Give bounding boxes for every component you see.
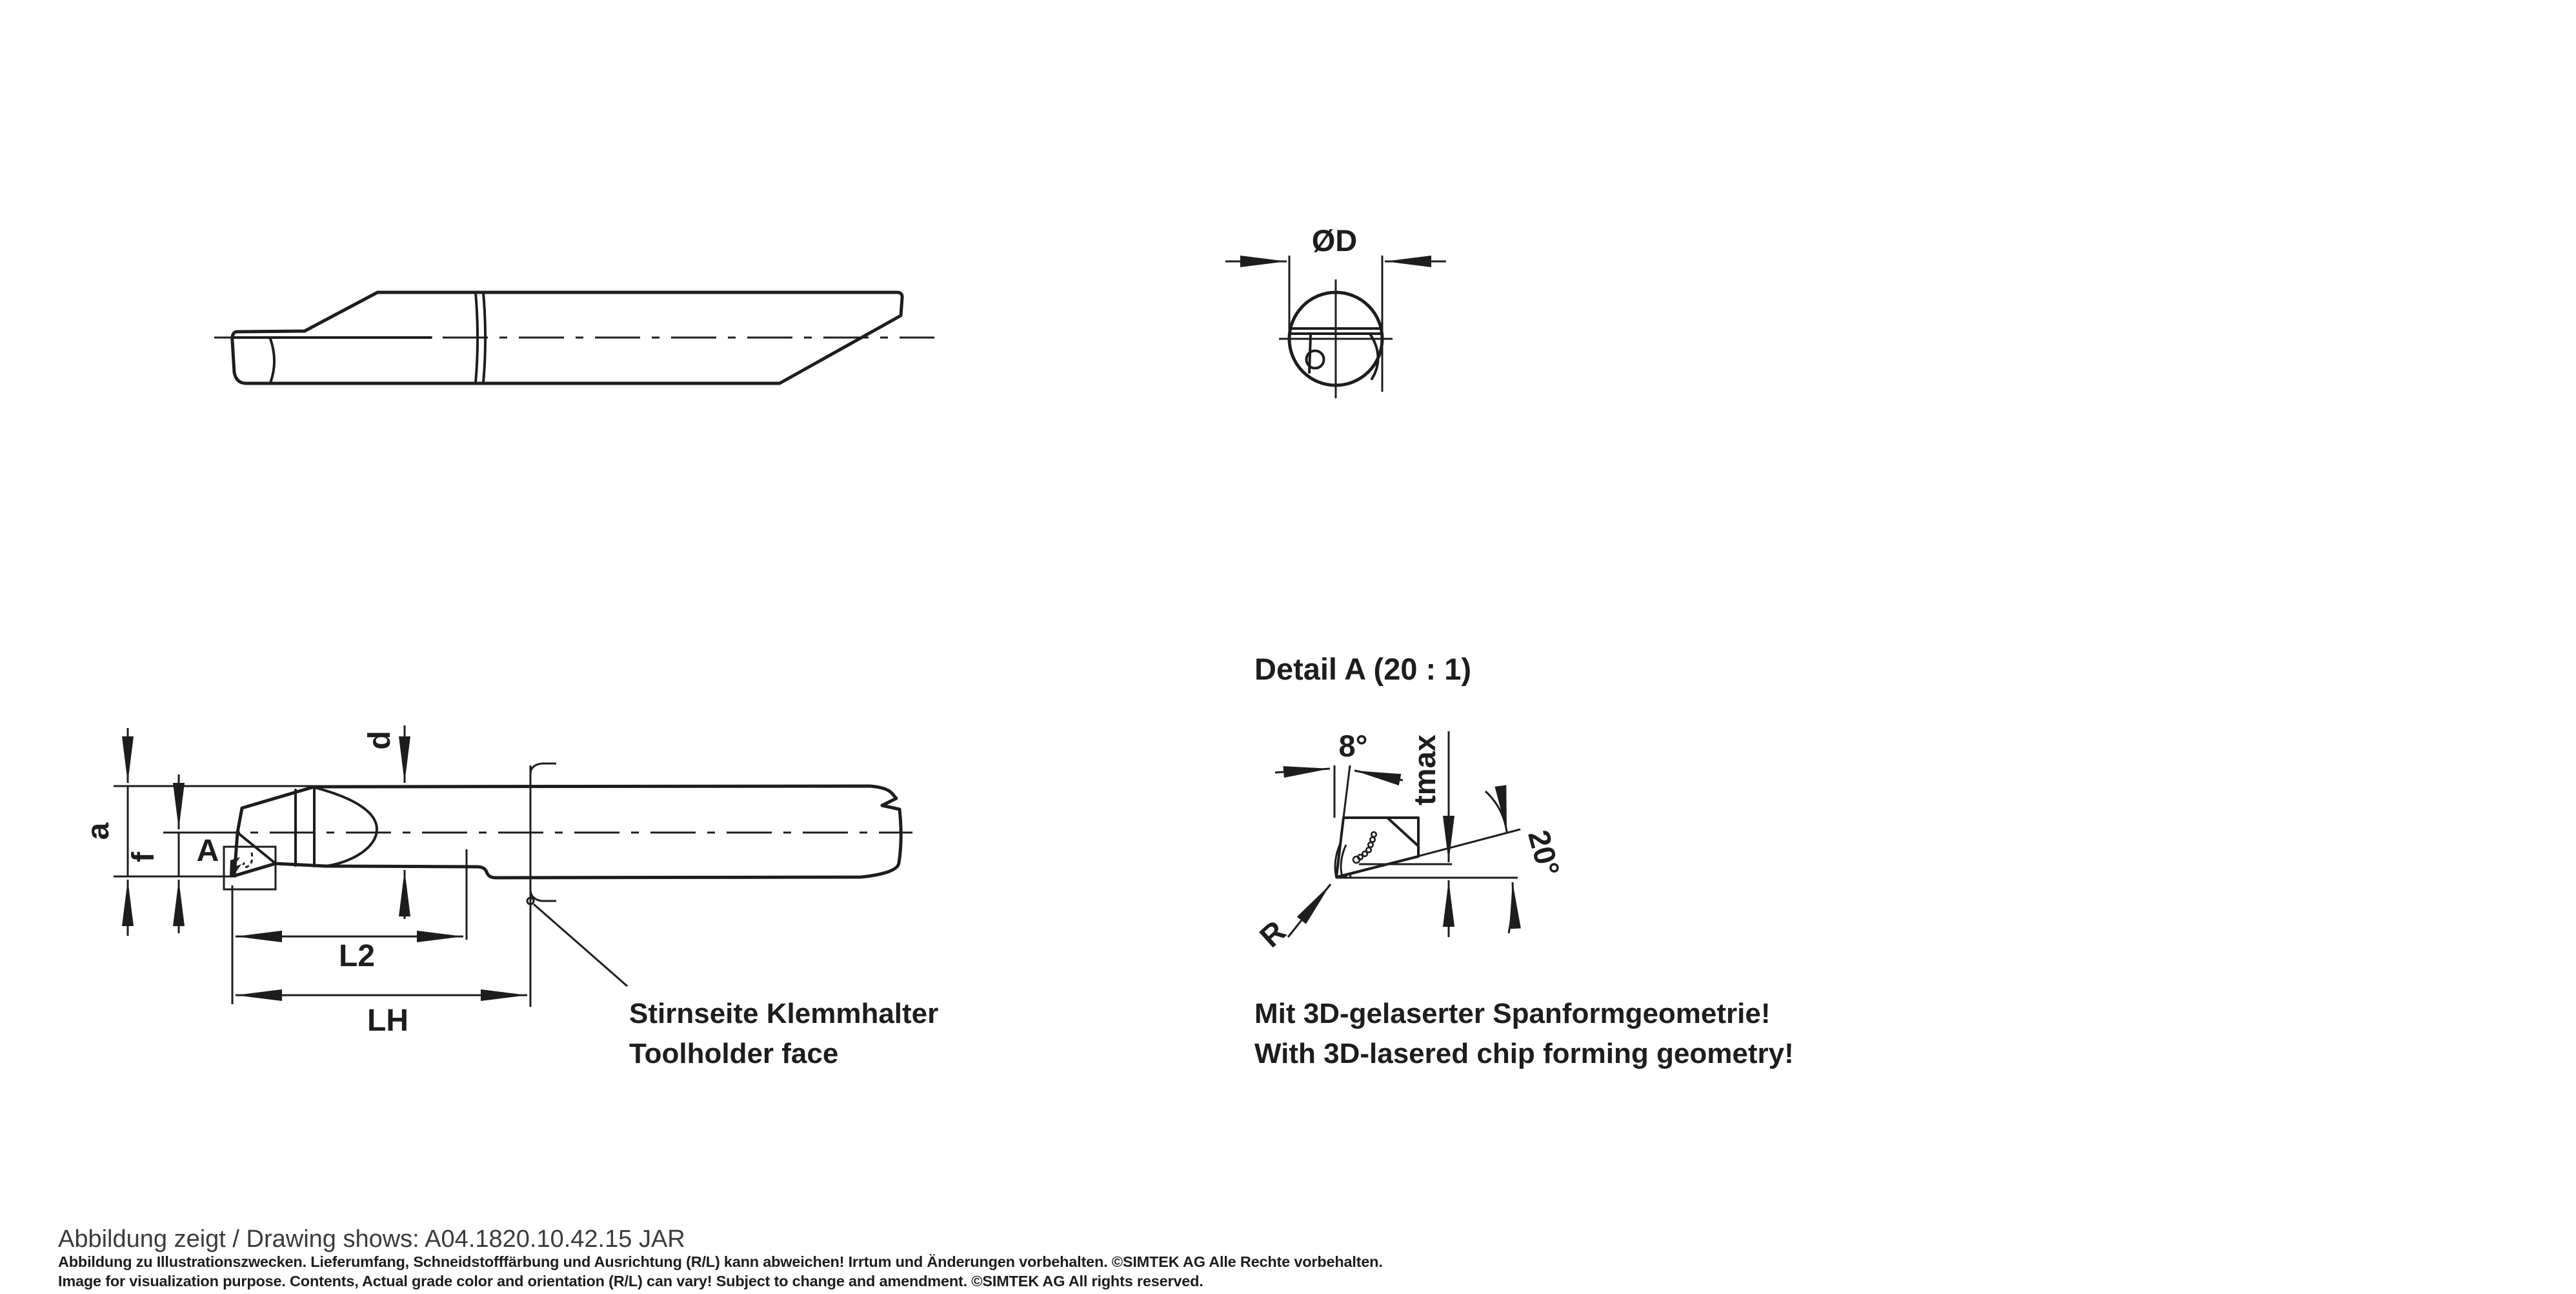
lh-label: LH [367,1004,408,1038]
rake-angle-label: 20° [1522,826,1567,880]
d-label: d [363,731,397,750]
l2-label: L2 [338,939,376,973]
disclaimer-en: Image for visualization purpose. Contents, Actual grade color and orientation (R/L) can vary! Subject to change and amendment. ©SIMTEK AG All rights reserved. [58,1273,1203,1289]
chip-geometry-note-en: With 3D-lasered chip forming geometry! [1254,1038,1794,1069]
a-label: a [81,822,116,840]
detail-a-marker-label: A [196,834,219,868]
detail-a-title: Detail A (20 : 1) [1254,652,1472,686]
toolholder-face-note-de: Stirnseite Klemmhalter [629,998,939,1029]
disclaimer-de: Abbildung zu Illustrationszwecken. Lieferumfang, Schneidstofffärbung und Ausrichtung (R/L) kann abweichen! Irrtum und Änderungen vorbehalten. ©SIMTEK AG Alle Rechte vorbehalten. [58,1253,1383,1270]
drawing-shows-line: Abbildung zeigt / Drawing shows: A04.1820.10.42.15 JAR [58,1226,685,1253]
tmax-label: tmax [1407,734,1442,805]
chip-geometry-note-de: Mit 3D-gelaserter Spanformgeometrie! [1254,998,1771,1029]
radius-label: R [1253,913,1293,954]
clearance-angle-label: 8° [1338,729,1368,763]
f-label: f [126,852,161,862]
diameter-label: ØD [1311,223,1358,258]
toolholder-face-note-en: Toolholder face [629,1038,839,1069]
